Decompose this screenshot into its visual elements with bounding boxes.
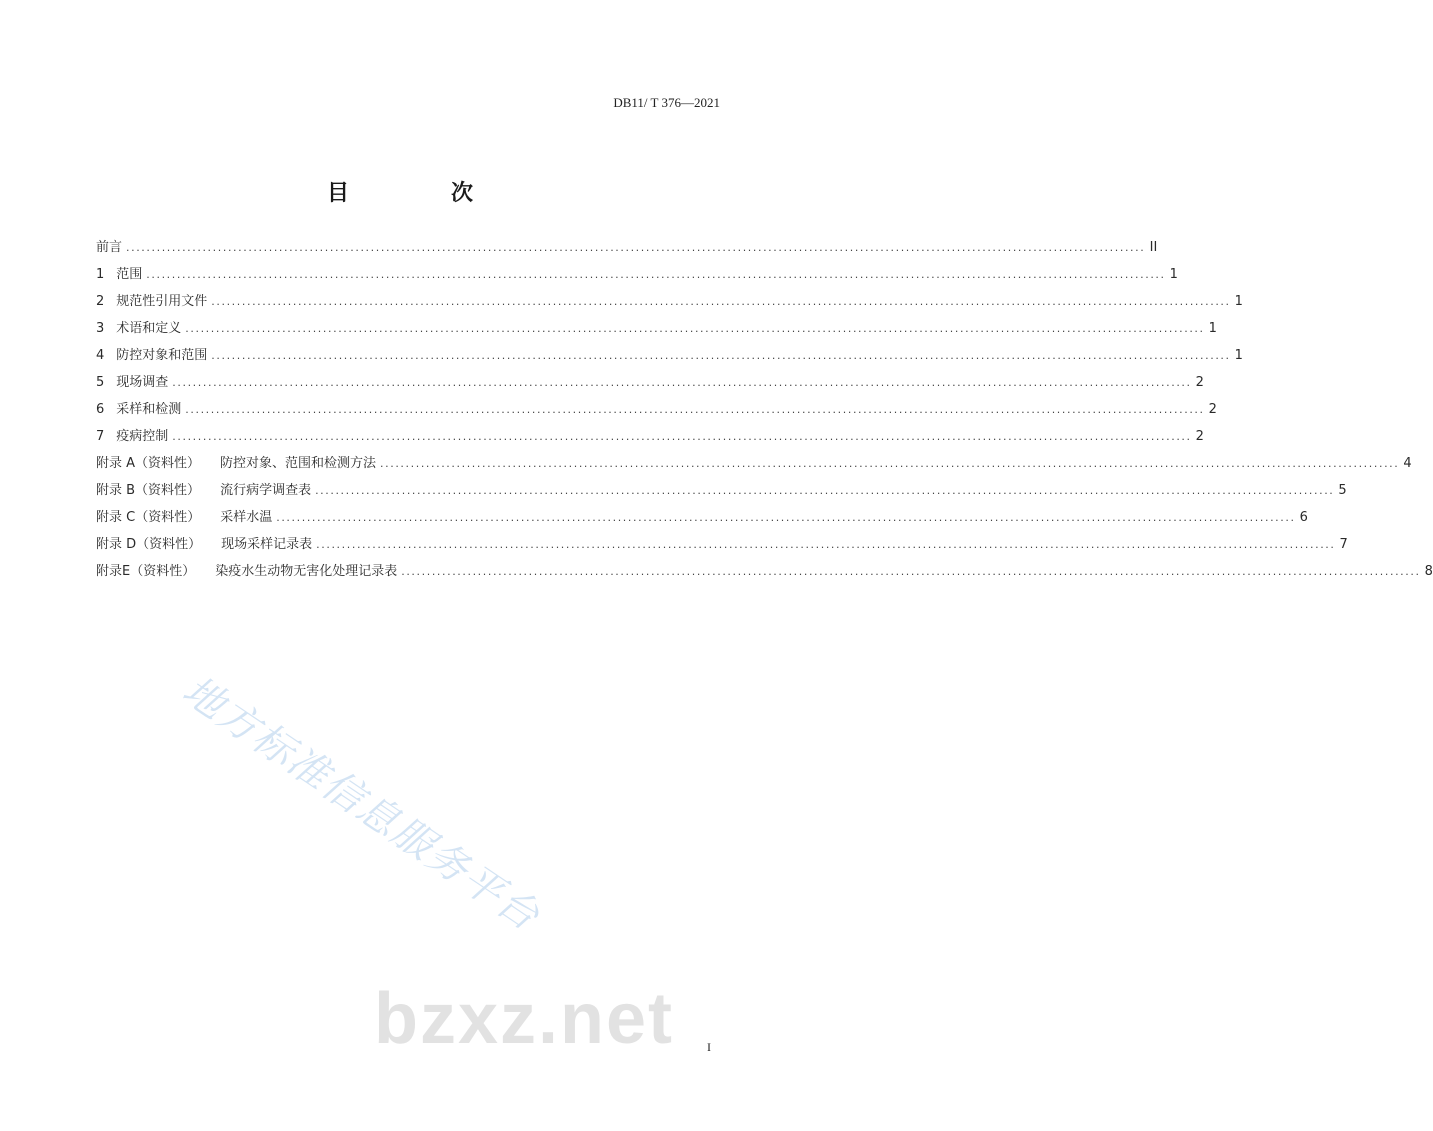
toc-entry-title: 术语和定义: [116, 321, 182, 336]
brand-watermark: bzxz.net: [374, 979, 675, 1059]
toc-entry-title: 现场采样记录表: [221, 537, 313, 552]
toc-entry-label: [96, 533, 312, 552]
toc-entry-page: II: [1149, 240, 1158, 255]
toc-entry-number: 7: [96, 429, 105, 444]
watermark-text: 地方标准信息服务平台: [174, 667, 549, 941]
toc-entry-page: 6: [1299, 510, 1308, 525]
toc-entry-number: 附录 A（资料性）: [96, 456, 201, 471]
page-number: I: [707, 1040, 711, 1054]
toc-entry[interactable]: [96, 398, 1217, 425]
page-title: 目 次: [326, 181, 513, 206]
toc-entry-label: [96, 344, 207, 363]
toc-entry-title: 前言: [96, 240, 123, 255]
toc-entry-number: 1: [96, 267, 105, 282]
toc-entry[interactable]: [96, 506, 1308, 533]
toc-entry-label: [96, 236, 122, 255]
toc-entry[interactable]: [96, 371, 1204, 398]
toc-entry-number: 附录 B（资料性）: [96, 483, 201, 498]
toc-entry-title: 防控对象和范围: [116, 348, 208, 363]
toc-leader-dots: ........................................................................................................................................................................................................: [172, 430, 1192, 443]
toc-entry-label: [96, 398, 181, 417]
toc-entry-page: 1: [1234, 294, 1243, 309]
toc-entry-number: 附录 C（资料性）: [96, 510, 201, 525]
toc-entry-page: 1: [1234, 348, 1243, 363]
document-code: DB11/ T 376—2021: [613, 95, 720, 110]
toc-entry-label: [96, 425, 168, 444]
toc-entry-page: 2: [1195, 375, 1204, 390]
toc-leader-dots: ........................................................................................................................................................................................................: [276, 511, 1296, 524]
toc-entry-page: 2: [1208, 402, 1217, 417]
toc-entry-page: 7: [1339, 537, 1348, 552]
toc-entry-title: 防控对象、范围和检测方法: [220, 456, 377, 471]
toc-entry-label: [96, 263, 142, 282]
toc-leader-dots: ........................................................................................................................................................................................................: [172, 376, 1192, 389]
toc-leader-dots: ........................................................................................................................................................................................................: [211, 349, 1231, 362]
toc-entry-title: 规范性引用文件: [116, 294, 208, 309]
toc-entry-number: 3: [96, 321, 105, 336]
toc-entry-title: 疫病控制: [116, 429, 169, 444]
toc-entry-number: 5: [96, 375, 105, 390]
toc-entry-label: [96, 506, 272, 525]
toc-entry-number: 附录E（资料性）: [96, 564, 196, 579]
toc-leader-dots: ........................................................................................................................................................................................................: [401, 565, 1421, 578]
toc-leader-dots: ........................................................................................................................................................................................................: [211, 295, 1231, 308]
toc-entry-number: 2: [96, 294, 105, 309]
toc-entry-label: [96, 317, 181, 336]
toc-entry-page: 4: [1403, 456, 1412, 471]
toc-entry-page: 1: [1169, 267, 1178, 282]
toc-entry-page: 5: [1338, 483, 1347, 498]
toc-entry-label: [96, 560, 397, 579]
toc-entry[interactable]: [96, 344, 1243, 371]
toc-leader-dots: ........................................................................................................................................................................................................: [380, 457, 1400, 470]
toc-entry-page: 1: [1208, 321, 1217, 336]
toc-entry-title: 流行病学调查表: [220, 483, 312, 498]
toc-entry[interactable]: [96, 263, 1178, 290]
toc-leader-dots: ........................................................................................................................................................................................................: [316, 538, 1336, 551]
toc-entry-title: 染疫水生动物无害化处理记录表: [215, 564, 398, 579]
toc-entry-number: 6: [96, 402, 105, 417]
toc-leader-dots: ........................................................................................................................................................................................................: [126, 241, 1146, 254]
toc-entry[interactable]: [96, 452, 1412, 479]
toc-entry[interactable]: [96, 479, 1347, 506]
toc-entry-page: 2: [1195, 429, 1204, 444]
toc-entry-page: 8: [1424, 564, 1433, 579]
toc-entry-label: [96, 452, 376, 471]
toc-entry-title: 现场调查: [116, 375, 169, 390]
toc-entry-label: [96, 371, 168, 390]
toc-entry[interactable]: [96, 425, 1204, 452]
toc-entry[interactable]: [96, 317, 1217, 344]
toc-entry[interactable]: [96, 236, 1158, 263]
toc-entry[interactable]: [96, 560, 1433, 587]
toc-entry[interactable]: [96, 533, 1348, 560]
table-of-contents: [96, 236, 1433, 587]
toc-leader-dots: ........................................................................................................................................................................................................: [185, 322, 1205, 335]
toc-entry-title: 采样和检测: [116, 402, 182, 417]
toc-entry-label: [96, 479, 311, 498]
toc-leader-dots: ........................................................................................................................................................................................................: [185, 403, 1205, 416]
toc-leader-dots: ........................................................................................................................................................................................................: [315, 484, 1335, 497]
toc-entry-title: 范围: [116, 267, 143, 282]
toc-leader-dots: ........................................................................................................................................................................................................: [146, 268, 1166, 281]
toc-entry-title: 采样水温: [220, 510, 273, 525]
toc-entry-label: [96, 290, 207, 309]
toc-entry[interactable]: [96, 290, 1243, 317]
toc-entry-number: 附录 D（资料性）: [96, 537, 202, 552]
toc-entry-number: 4: [96, 348, 105, 363]
